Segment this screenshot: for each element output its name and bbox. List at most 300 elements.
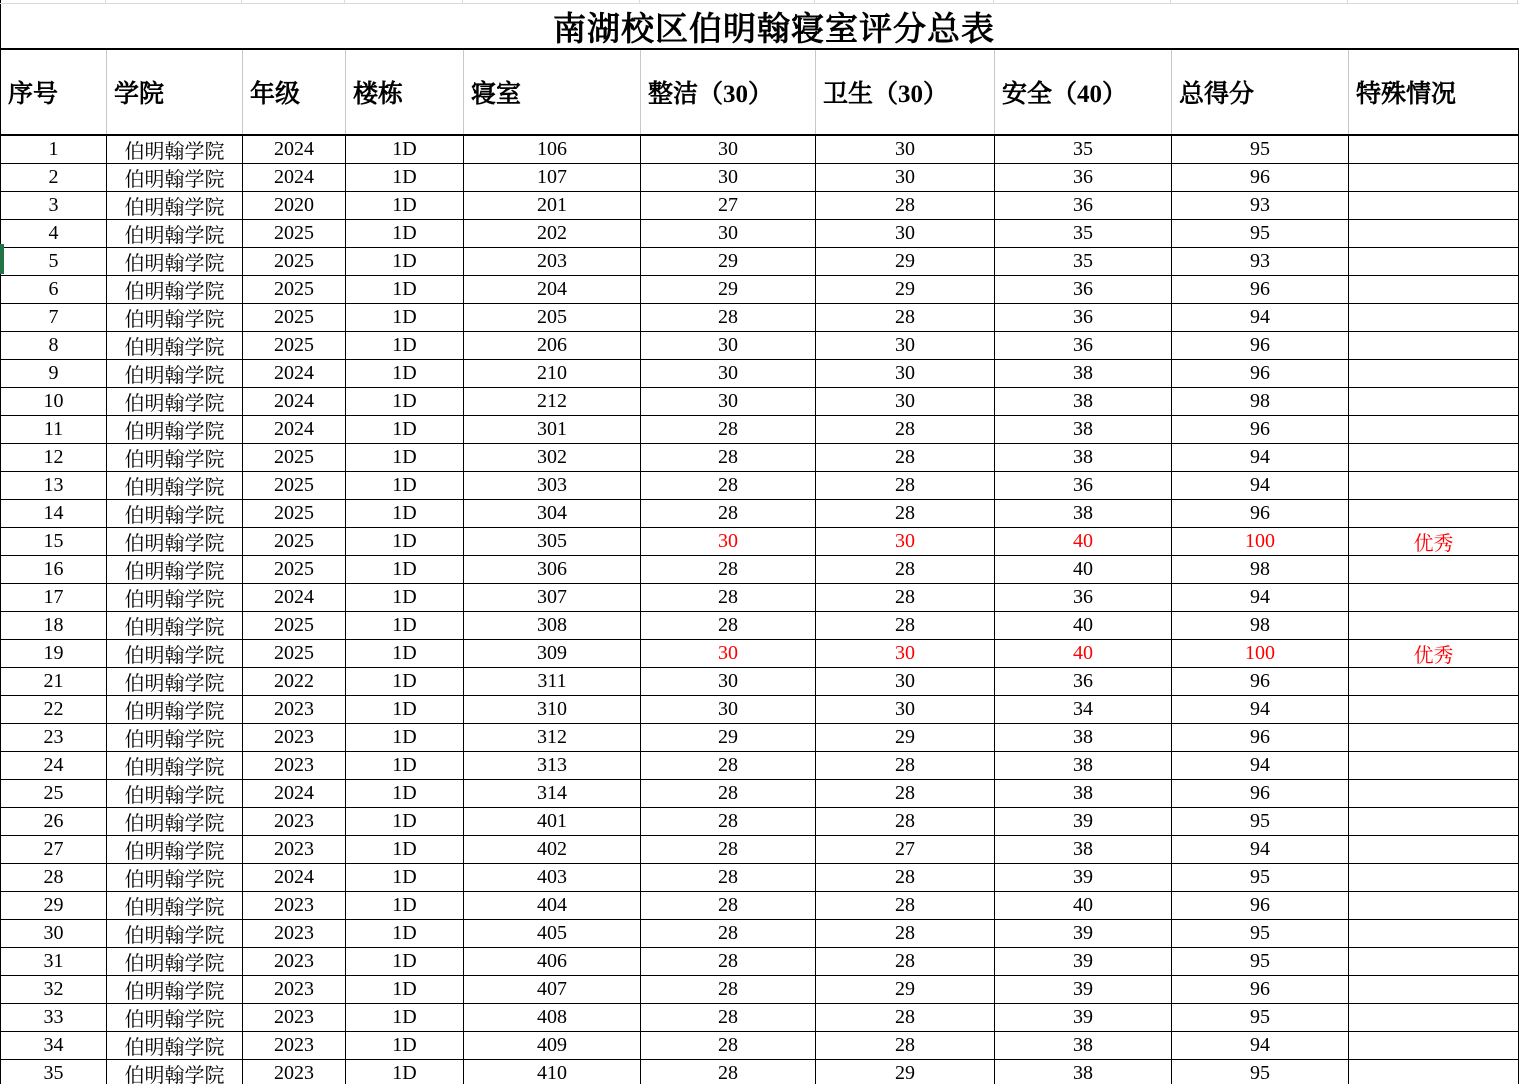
cell-tidy[interactable]: 29	[641, 724, 816, 751]
cell-safety[interactable]: 36	[995, 332, 1172, 359]
cell-grade[interactable]: 2025	[243, 528, 346, 555]
cell-college[interactable]: 伯明翰学院	[107, 612, 243, 639]
cell-building[interactable]: 1D	[346, 164, 464, 191]
cell-special[interactable]	[1349, 724, 1519, 751]
header-cell-room[interactable]: 寝室	[464, 50, 641, 134]
cell-total[interactable]: 96	[1172, 724, 1349, 751]
cell-room[interactable]: 403	[464, 864, 641, 891]
cell-no[interactable]: 15	[1, 528, 107, 555]
cell-safety[interactable]: 40	[995, 528, 1172, 555]
cell-no[interactable]: 31	[1, 948, 107, 975]
cell-no[interactable]: 25	[1, 780, 107, 807]
cell-college[interactable]: 伯明翰学院	[107, 640, 243, 667]
cell-room[interactable]: 201	[464, 192, 641, 219]
cell-total[interactable]: 96	[1172, 276, 1349, 303]
cell-room[interactable]: 301	[464, 416, 641, 443]
cell-grade[interactable]: 2023	[243, 1032, 346, 1059]
cell-special[interactable]	[1349, 332, 1519, 359]
cell-building[interactable]: 1D	[346, 668, 464, 695]
cell-college[interactable]: 伯明翰学院	[107, 780, 243, 807]
cell-hygiene[interactable]: 29	[816, 276, 995, 303]
cell-hygiene[interactable]: 28	[816, 556, 995, 583]
cell-college[interactable]: 伯明翰学院	[107, 1004, 243, 1031]
cell-safety[interactable]: 38	[995, 360, 1172, 387]
cell-special[interactable]	[1349, 752, 1519, 779]
cell-no[interactable]: 2	[1, 164, 107, 191]
cell-room[interactable]: 302	[464, 444, 641, 471]
cell-college[interactable]: 伯明翰学院	[107, 528, 243, 555]
cell-hygiene[interactable]: 28	[816, 472, 995, 499]
cell-tidy[interactable]: 28	[641, 780, 816, 807]
cell-college[interactable]: 伯明翰学院	[107, 668, 243, 695]
cell-total[interactable]: 96	[1172, 668, 1349, 695]
cell-grade[interactable]: 2023	[243, 1060, 346, 1084]
cell-grade[interactable]: 2025	[243, 444, 346, 471]
cell-total[interactable]: 94	[1172, 836, 1349, 863]
cell-special[interactable]: 优秀	[1349, 640, 1519, 667]
cell-tidy[interactable]: 28	[641, 612, 816, 639]
header-cell-special[interactable]: 特殊情况	[1349, 50, 1519, 134]
cell-grade[interactable]: 2025	[243, 500, 346, 527]
header-cell-no[interactable]: 序号	[1, 50, 107, 134]
cell-safety[interactable]: 34	[995, 696, 1172, 723]
cell-special[interactable]	[1349, 948, 1519, 975]
cell-college[interactable]: 伯明翰学院	[107, 444, 243, 471]
cell-no[interactable]: 17	[1, 584, 107, 611]
cell-building[interactable]: 1D	[346, 584, 464, 611]
cell-special[interactable]	[1349, 1060, 1519, 1084]
cell-total[interactable]: 96	[1172, 976, 1349, 1003]
cell-room[interactable]: 212	[464, 388, 641, 415]
cell-no[interactable]: 6	[1, 276, 107, 303]
cell-room[interactable]: 310	[464, 696, 641, 723]
cell-room[interactable]: 311	[464, 668, 641, 695]
cell-hygiene[interactable]: 30	[816, 696, 995, 723]
cell-grade[interactable]: 2024	[243, 416, 346, 443]
cell-special[interactable]	[1349, 556, 1519, 583]
cell-grade[interactable]: 2020	[243, 192, 346, 219]
cell-tidy[interactable]: 30	[641, 528, 816, 555]
cell-room[interactable]: 313	[464, 752, 641, 779]
cell-building[interactable]: 1D	[346, 1060, 464, 1084]
cell-no[interactable]: 30	[1, 920, 107, 947]
cell-room[interactable]: 304	[464, 500, 641, 527]
cell-hygiene[interactable]: 28	[816, 780, 995, 807]
cell-grade[interactable]: 2024	[243, 864, 346, 891]
cell-tidy[interactable]: 28	[641, 472, 816, 499]
cell-tidy[interactable]: 30	[641, 640, 816, 667]
cell-safety[interactable]: 36	[995, 472, 1172, 499]
header-cell-building[interactable]: 楼栋	[346, 50, 464, 134]
cell-special[interactable]	[1349, 584, 1519, 611]
cell-total[interactable]: 98	[1172, 612, 1349, 639]
cell-room[interactable]: 405	[464, 920, 641, 947]
cell-no[interactable]: 28	[1, 864, 107, 891]
cell-special[interactable]	[1349, 500, 1519, 527]
cell-room[interactable]: 402	[464, 836, 641, 863]
cell-college[interactable]: 伯明翰学院	[107, 416, 243, 443]
cell-tidy[interactable]: 28	[641, 808, 816, 835]
cell-special[interactable]	[1349, 836, 1519, 863]
cell-hygiene[interactable]: 28	[816, 1004, 995, 1031]
cell-college[interactable]: 伯明翰学院	[107, 976, 243, 1003]
cell-total[interactable]: 93	[1172, 248, 1349, 275]
cell-hygiene[interactable]: 28	[816, 752, 995, 779]
cell-tidy[interactable]: 28	[641, 416, 816, 443]
cell-hygiene[interactable]: 29	[816, 248, 995, 275]
cell-safety[interactable]: 38	[995, 416, 1172, 443]
cell-total[interactable]: 94	[1172, 1032, 1349, 1059]
cell-building[interactable]: 1D	[346, 808, 464, 835]
cell-special[interactable]	[1349, 444, 1519, 471]
cell-college[interactable]: 伯明翰学院	[107, 864, 243, 891]
cell-building[interactable]: 1D	[346, 444, 464, 471]
cell-total[interactable]: 94	[1172, 696, 1349, 723]
cell-college[interactable]: 伯明翰学院	[107, 556, 243, 583]
cell-grade[interactable]: 2025	[243, 248, 346, 275]
cell-grade[interactable]: 2023	[243, 1004, 346, 1031]
cell-special[interactable]: 优秀	[1349, 528, 1519, 555]
cell-tidy[interactable]: 30	[641, 164, 816, 191]
cell-safety[interactable]: 38	[995, 780, 1172, 807]
cell-tidy[interactable]: 28	[641, 920, 816, 947]
cell-hygiene[interactable]: 28	[816, 416, 995, 443]
cell-building[interactable]: 1D	[346, 640, 464, 667]
cell-total[interactable]: 98	[1172, 388, 1349, 415]
cell-room[interactable]: 203	[464, 248, 641, 275]
cell-no[interactable]: 29	[1, 892, 107, 919]
cell-total[interactable]: 95	[1172, 920, 1349, 947]
cell-building[interactable]: 1D	[346, 612, 464, 639]
cell-no[interactable]: 24	[1, 752, 107, 779]
cell-hygiene[interactable]: 30	[816, 136, 995, 163]
cell-hygiene[interactable]: 29	[816, 724, 995, 751]
cell-tidy[interactable]: 28	[641, 304, 816, 331]
cell-no[interactable]: 11	[1, 416, 107, 443]
cell-total[interactable]: 95	[1172, 948, 1349, 975]
cell-room[interactable]: 404	[464, 892, 641, 919]
cell-safety[interactable]: 39	[995, 920, 1172, 947]
cell-room[interactable]: 305	[464, 528, 641, 555]
cell-building[interactable]: 1D	[346, 752, 464, 779]
cell-special[interactable]	[1349, 892, 1519, 919]
cell-building[interactable]: 1D	[346, 528, 464, 555]
cell-room[interactable]: 210	[464, 360, 641, 387]
cell-tidy[interactable]: 28	[641, 948, 816, 975]
cell-tidy[interactable]: 28	[641, 500, 816, 527]
cell-building[interactable]: 1D	[346, 696, 464, 723]
cell-building[interactable]: 1D	[346, 864, 464, 891]
cell-hygiene[interactable]: 30	[816, 388, 995, 415]
cell-special[interactable]	[1349, 1032, 1519, 1059]
cell-college[interactable]: 伯明翰学院	[107, 248, 243, 275]
cell-no[interactable]: 8	[1, 332, 107, 359]
cell-special[interactable]	[1349, 976, 1519, 1003]
cell-room[interactable]: 309	[464, 640, 641, 667]
cell-building[interactable]: 1D	[346, 1004, 464, 1031]
cell-grade[interactable]: 2024	[243, 164, 346, 191]
cell-hygiene[interactable]: 28	[816, 808, 995, 835]
cell-hygiene[interactable]: 28	[816, 444, 995, 471]
cell-college[interactable]: 伯明翰学院	[107, 724, 243, 751]
cell-building[interactable]: 1D	[346, 780, 464, 807]
cell-building[interactable]: 1D	[346, 304, 464, 331]
cell-tidy[interactable]: 28	[641, 556, 816, 583]
cell-tidy[interactable]: 30	[641, 332, 816, 359]
cell-building[interactable]: 1D	[346, 556, 464, 583]
cell-grade[interactable]: 2025	[243, 556, 346, 583]
cell-room[interactable]: 107	[464, 164, 641, 191]
cell-hygiene[interactable]: 28	[816, 500, 995, 527]
cell-hygiene[interactable]: 28	[816, 864, 995, 891]
header-cell-tidy[interactable]: 整洁（30）	[641, 50, 816, 134]
cell-special[interactable]	[1349, 920, 1519, 947]
cell-total[interactable]: 95	[1172, 1004, 1349, 1031]
cell-tidy[interactable]: 28	[641, 1032, 816, 1059]
cell-grade[interactable]: 2024	[243, 584, 346, 611]
cell-room[interactable]: 407	[464, 976, 641, 1003]
header-cell-college[interactable]: 学院	[107, 50, 243, 134]
cell-safety[interactable]: 38	[995, 444, 1172, 471]
cell-total[interactable]: 98	[1172, 556, 1349, 583]
cell-total[interactable]: 96	[1172, 892, 1349, 919]
cell-college[interactable]: 伯明翰学院	[107, 332, 243, 359]
cell-total[interactable]: 96	[1172, 416, 1349, 443]
cell-tidy[interactable]: 27	[641, 192, 816, 219]
cell-grade[interactable]: 2024	[243, 136, 346, 163]
cell-safety[interactable]: 36	[995, 304, 1172, 331]
cell-grade[interactable]: 2025	[243, 220, 346, 247]
cell-special[interactable]	[1349, 220, 1519, 247]
cell-total[interactable]: 95	[1172, 136, 1349, 163]
cell-tidy[interactable]: 30	[641, 220, 816, 247]
cell-hygiene[interactable]: 29	[816, 976, 995, 1003]
cell-building[interactable]: 1D	[346, 976, 464, 1003]
cell-tidy[interactable]: 30	[641, 360, 816, 387]
cell-no[interactable]: 18	[1, 612, 107, 639]
cell-special[interactable]	[1349, 472, 1519, 499]
cell-total[interactable]: 94	[1172, 304, 1349, 331]
cell-hygiene[interactable]: 30	[816, 528, 995, 555]
cell-no[interactable]: 19	[1, 640, 107, 667]
cell-room[interactable]: 401	[464, 808, 641, 835]
cell-room[interactable]: 408	[464, 1004, 641, 1031]
cell-building[interactable]: 1D	[346, 724, 464, 751]
cell-college[interactable]: 伯明翰学院	[107, 220, 243, 247]
cell-hygiene[interactable]: 30	[816, 640, 995, 667]
cell-total[interactable]: 95	[1172, 808, 1349, 835]
cell-no[interactable]: 7	[1, 304, 107, 331]
cell-special[interactable]	[1349, 696, 1519, 723]
cell-building[interactable]: 1D	[346, 836, 464, 863]
cell-safety[interactable]: 38	[995, 1032, 1172, 1059]
cell-hygiene[interactable]: 28	[816, 1032, 995, 1059]
cell-tidy[interactable]: 28	[641, 584, 816, 611]
cell-special[interactable]	[1349, 780, 1519, 807]
cell-no[interactable]: 9	[1, 360, 107, 387]
header-cell-total[interactable]: 总得分	[1172, 50, 1349, 134]
cell-special[interactable]	[1349, 808, 1519, 835]
cell-special[interactable]	[1349, 360, 1519, 387]
cell-special[interactable]	[1349, 416, 1519, 443]
cell-grade[interactable]: 2024	[243, 388, 346, 415]
cell-no[interactable]: 22	[1, 696, 107, 723]
cell-building[interactable]: 1D	[346, 192, 464, 219]
cell-college[interactable]: 伯明翰学院	[107, 192, 243, 219]
cell-grade[interactable]: 2025	[243, 640, 346, 667]
cell-no[interactable]: 12	[1, 444, 107, 471]
cell-no[interactable]: 5	[1, 248, 107, 275]
cell-special[interactable]	[1349, 388, 1519, 415]
cell-hygiene[interactable]: 30	[816, 164, 995, 191]
cell-college[interactable]: 伯明翰学院	[107, 920, 243, 947]
cell-building[interactable]: 1D	[346, 416, 464, 443]
cell-room[interactable]: 406	[464, 948, 641, 975]
cell-tidy[interactable]: 30	[641, 668, 816, 695]
cell-room[interactable]: 206	[464, 332, 641, 359]
cell-tidy[interactable]: 30	[641, 136, 816, 163]
cell-special[interactable]	[1349, 668, 1519, 695]
cell-grade[interactable]: 2023	[243, 836, 346, 863]
cell-college[interactable]: 伯明翰学院	[107, 388, 243, 415]
cell-college[interactable]: 伯明翰学院	[107, 136, 243, 163]
cell-special[interactable]	[1349, 276, 1519, 303]
table-title-cell[interactable]	[1, 4, 1519, 50]
cell-no[interactable]: 26	[1, 808, 107, 835]
cell-building[interactable]: 1D	[346, 136, 464, 163]
header-cell-safety[interactable]: 安全（40）	[995, 50, 1172, 134]
cell-special[interactable]	[1349, 864, 1519, 891]
cell-grade[interactable]: 2023	[243, 920, 346, 947]
cell-college[interactable]: 伯明翰学院	[107, 584, 243, 611]
cell-total[interactable]: 95	[1172, 1060, 1349, 1084]
cell-grade[interactable]: 2024	[243, 360, 346, 387]
cell-college[interactable]: 伯明翰学院	[107, 1032, 243, 1059]
cell-tidy[interactable]: 28	[641, 1060, 816, 1084]
cell-grade[interactable]: 2023	[243, 808, 346, 835]
cell-safety[interactable]: 35	[995, 248, 1172, 275]
cell-special[interactable]	[1349, 248, 1519, 275]
cell-no[interactable]: 34	[1, 1032, 107, 1059]
cell-safety[interactable]: 39	[995, 948, 1172, 975]
cell-special[interactable]	[1349, 1004, 1519, 1031]
cell-total[interactable]: 96	[1172, 780, 1349, 807]
cell-building[interactable]: 1D	[346, 892, 464, 919]
cell-hygiene[interactable]: 29	[816, 1060, 995, 1084]
cell-building[interactable]: 1D	[346, 500, 464, 527]
cell-safety[interactable]: 36	[995, 192, 1172, 219]
cell-tidy[interactable]: 28	[641, 1004, 816, 1031]
cell-grade[interactable]: 2023	[243, 948, 346, 975]
cell-special[interactable]	[1349, 612, 1519, 639]
cell-room[interactable]: 202	[464, 220, 641, 247]
cell-no[interactable]: 35	[1, 1060, 107, 1084]
cell-building[interactable]: 1D	[346, 388, 464, 415]
cell-room[interactable]: 410	[464, 1060, 641, 1084]
cell-safety[interactable]: 39	[995, 864, 1172, 891]
cell-grade[interactable]: 2025	[243, 304, 346, 331]
cell-tidy[interactable]: 29	[641, 248, 816, 275]
cell-room[interactable]: 308	[464, 612, 641, 639]
cell-room[interactable]: 306	[464, 556, 641, 583]
cell-tidy[interactable]: 29	[641, 276, 816, 303]
cell-tidy[interactable]: 28	[641, 752, 816, 779]
cell-room[interactable]: 314	[464, 780, 641, 807]
cell-no[interactable]: 4	[1, 220, 107, 247]
cell-special[interactable]	[1349, 136, 1519, 163]
cell-grade[interactable]: 2023	[243, 892, 346, 919]
cell-building[interactable]: 1D	[346, 276, 464, 303]
cell-grade[interactable]: 2025	[243, 472, 346, 499]
cell-building[interactable]: 1D	[346, 248, 464, 275]
cell-no[interactable]: 33	[1, 1004, 107, 1031]
cell-tidy[interactable]: 30	[641, 696, 816, 723]
cell-college[interactable]: 伯明翰学院	[107, 472, 243, 499]
cell-safety[interactable]: 35	[995, 136, 1172, 163]
cell-college[interactable]: 伯明翰学院	[107, 500, 243, 527]
cell-building[interactable]: 1D	[346, 920, 464, 947]
cell-room[interactable]: 312	[464, 724, 641, 751]
cell-college[interactable]: 伯明翰学院	[107, 892, 243, 919]
cell-hygiene[interactable]: 30	[816, 220, 995, 247]
cell-safety[interactable]: 39	[995, 976, 1172, 1003]
cell-college[interactable]: 伯明翰学院	[107, 304, 243, 331]
cell-total[interactable]: 93	[1172, 192, 1349, 219]
cell-no[interactable]: 10	[1, 388, 107, 415]
cell-hygiene[interactable]: 30	[816, 332, 995, 359]
cell-no[interactable]: 16	[1, 556, 107, 583]
cell-safety[interactable]: 39	[995, 1004, 1172, 1031]
cell-grade[interactable]: 2025	[243, 276, 346, 303]
header-cell-grade[interactable]: 年级	[243, 50, 346, 134]
cell-tidy[interactable]: 28	[641, 976, 816, 1003]
cell-hygiene[interactable]: 28	[816, 584, 995, 611]
cell-college[interactable]: 伯明翰学院	[107, 752, 243, 779]
cell-hygiene[interactable]: 27	[816, 836, 995, 863]
cell-grade[interactable]: 2023	[243, 752, 346, 779]
cell-hygiene[interactable]: 28	[816, 612, 995, 639]
cell-safety[interactable]: 35	[995, 220, 1172, 247]
cell-tidy[interactable]: 30	[641, 388, 816, 415]
cell-hygiene[interactable]: 28	[816, 920, 995, 947]
cell-safety[interactable]: 38	[995, 724, 1172, 751]
cell-grade[interactable]: 2023	[243, 696, 346, 723]
cell-total[interactable]: 100	[1172, 528, 1349, 555]
cell-building[interactable]: 1D	[346, 360, 464, 387]
cell-college[interactable]: 伯明翰学院	[107, 1060, 243, 1084]
cell-grade[interactable]: 2023	[243, 976, 346, 1003]
cell-grade[interactable]: 2023	[243, 724, 346, 751]
cell-safety[interactable]: 36	[995, 668, 1172, 695]
cell-safety[interactable]: 40	[995, 892, 1172, 919]
cell-safety[interactable]: 40	[995, 612, 1172, 639]
cell-room[interactable]: 303	[464, 472, 641, 499]
cell-total[interactable]: 94	[1172, 752, 1349, 779]
cell-college[interactable]: 伯明翰学院	[107, 164, 243, 191]
cell-hygiene[interactable]: 28	[816, 948, 995, 975]
cell-total[interactable]: 96	[1172, 332, 1349, 359]
cell-hygiene[interactable]: 28	[816, 892, 995, 919]
cell-no[interactable]: 21	[1, 668, 107, 695]
cell-no[interactable]: 32	[1, 976, 107, 1003]
cell-total[interactable]: 100	[1172, 640, 1349, 667]
cell-hygiene[interactable]: 28	[816, 304, 995, 331]
cell-hygiene[interactable]: 30	[816, 668, 995, 695]
cell-safety[interactable]: 38	[995, 388, 1172, 415]
cell-tidy[interactable]: 28	[641, 836, 816, 863]
cell-safety[interactable]: 38	[995, 500, 1172, 527]
cell-safety[interactable]: 40	[995, 640, 1172, 667]
